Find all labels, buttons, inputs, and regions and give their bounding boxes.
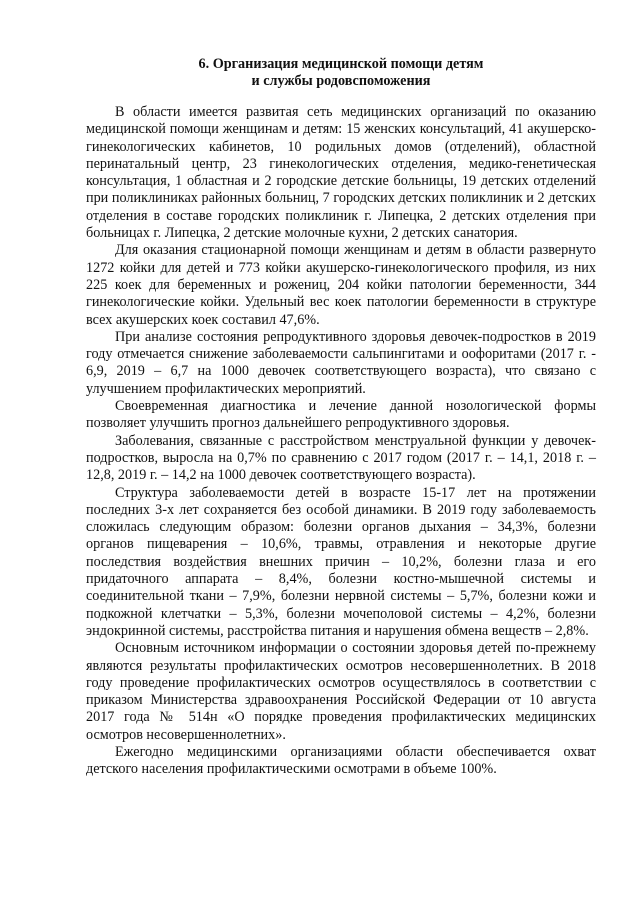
paragraph-coverage: Ежегодно медицинскими организациями области обеспечивается охват детского населения профилактическими осмотрами в объеме 100%. xyxy=(86,743,596,778)
paragraph-morbidity-structure: Структура заболеваемости детей в возрасте 15-17 лет на протяжении последних 3-х лет сохраняется без особой динамики. В 2019 году заболеваемость сложилась следующим образом: болезни органов дыхания – 34,3%, болезни органов пищеварения – 10,6%, травмы, отравления и некоторые другие последствия воздействия внешних причин – 10,2%, болезни глаза и его придаточного аппарата – 8,4%, болезни костно-мышечной системы и соединительной ткани – 7,9%, болезни нервной системы – 5,7%, болезни кожи и подкожной клетчатки – 5,3%, болезни мочеполовой системы – 4,2%, болезни эндокринной системы, расстройства питания и нарушения обмена веществ – 2,8%. xyxy=(86,484,596,639)
paragraph-beds: Для оказания стационарной помощи женщинам и детям в области развернуто 1272 койки для детей и 773 койки акушерско-гинекологического профиля, из них 225 коек для беременных и рожениц, 204 койки патологии беременности, 344 гинекологические койки. Удельный вес коек патологии беременности в структуре всех акушерских коек составил 47,6%. xyxy=(86,242,596,328)
paragraph-menstrual-disorders: Заболевания, связанные с расстройством менструальной функции у девочек-подростков, выросла на 0,7% по сравнению с 2017 годом (2017 г. – 14,1, 2018 г. – 12,8, 2019 г. – 14,2 на 1000 девочек соответствующего возраста). xyxy=(86,432,596,484)
paragraph-reproductive-health: При анализе состояния репродуктивного здоровья девочек-подростков в 2019 году отмечается снижение заболеваемости сальпингитами и оофоритами (2017 г. - 6,9, 2019 – 6,7 на 1000 девочек соответствующего возраста), что связано с улучшением профилактических мероприятий. xyxy=(86,328,596,397)
paragraph-preventive-exams: Основным источником информации о состоянии здоровья детей по-прежнему являются результаты профилактических осмотров несовершеннолетних. В 2018 году проведение профилактических осмотров осуществлялось в соответствии с приказом Министерства здравоохранения Российской Федерации от 10 августа 2017 года № 514н «О порядке проведения профилактических медицинских осмотров несовершеннолетних». xyxy=(86,640,596,743)
section-title-line-1: 6. Организация медицинской помощи детям xyxy=(198,56,484,72)
section-title-line-2: и службы родовспоможения xyxy=(251,73,431,89)
paragraph-diagnostics: Своевременная диагностика и лечение данной нозологической формы позволяет улучшить прогноз дальнейшего репродуктивного здоровья. xyxy=(86,398,596,432)
section-title xyxy=(86,56,596,90)
paragraph-network: В области имеется развитая сеть медицинских организаций по оказанию медицинской помощи женщинам и детям: 15 женских консультаций, 41 акушерско-гинекологических кабинетов, 10 родильных домов (отделений), областной перинатальный центр, 23 гинекологических отделения, медико-генетическая консультация, 1 областная и 2 городские детские больницы, 19 детских отделений при поликлиниках районных больниц, 7 городских детских поликлиник и 2 детских отделения в составе городских поликлиник г. Липецка, 2 детских отделения при больницах г. Липецка, 2 детские молочные кухни, 2 детских санатория. xyxy=(86,104,596,242)
document-body xyxy=(86,104,596,779)
